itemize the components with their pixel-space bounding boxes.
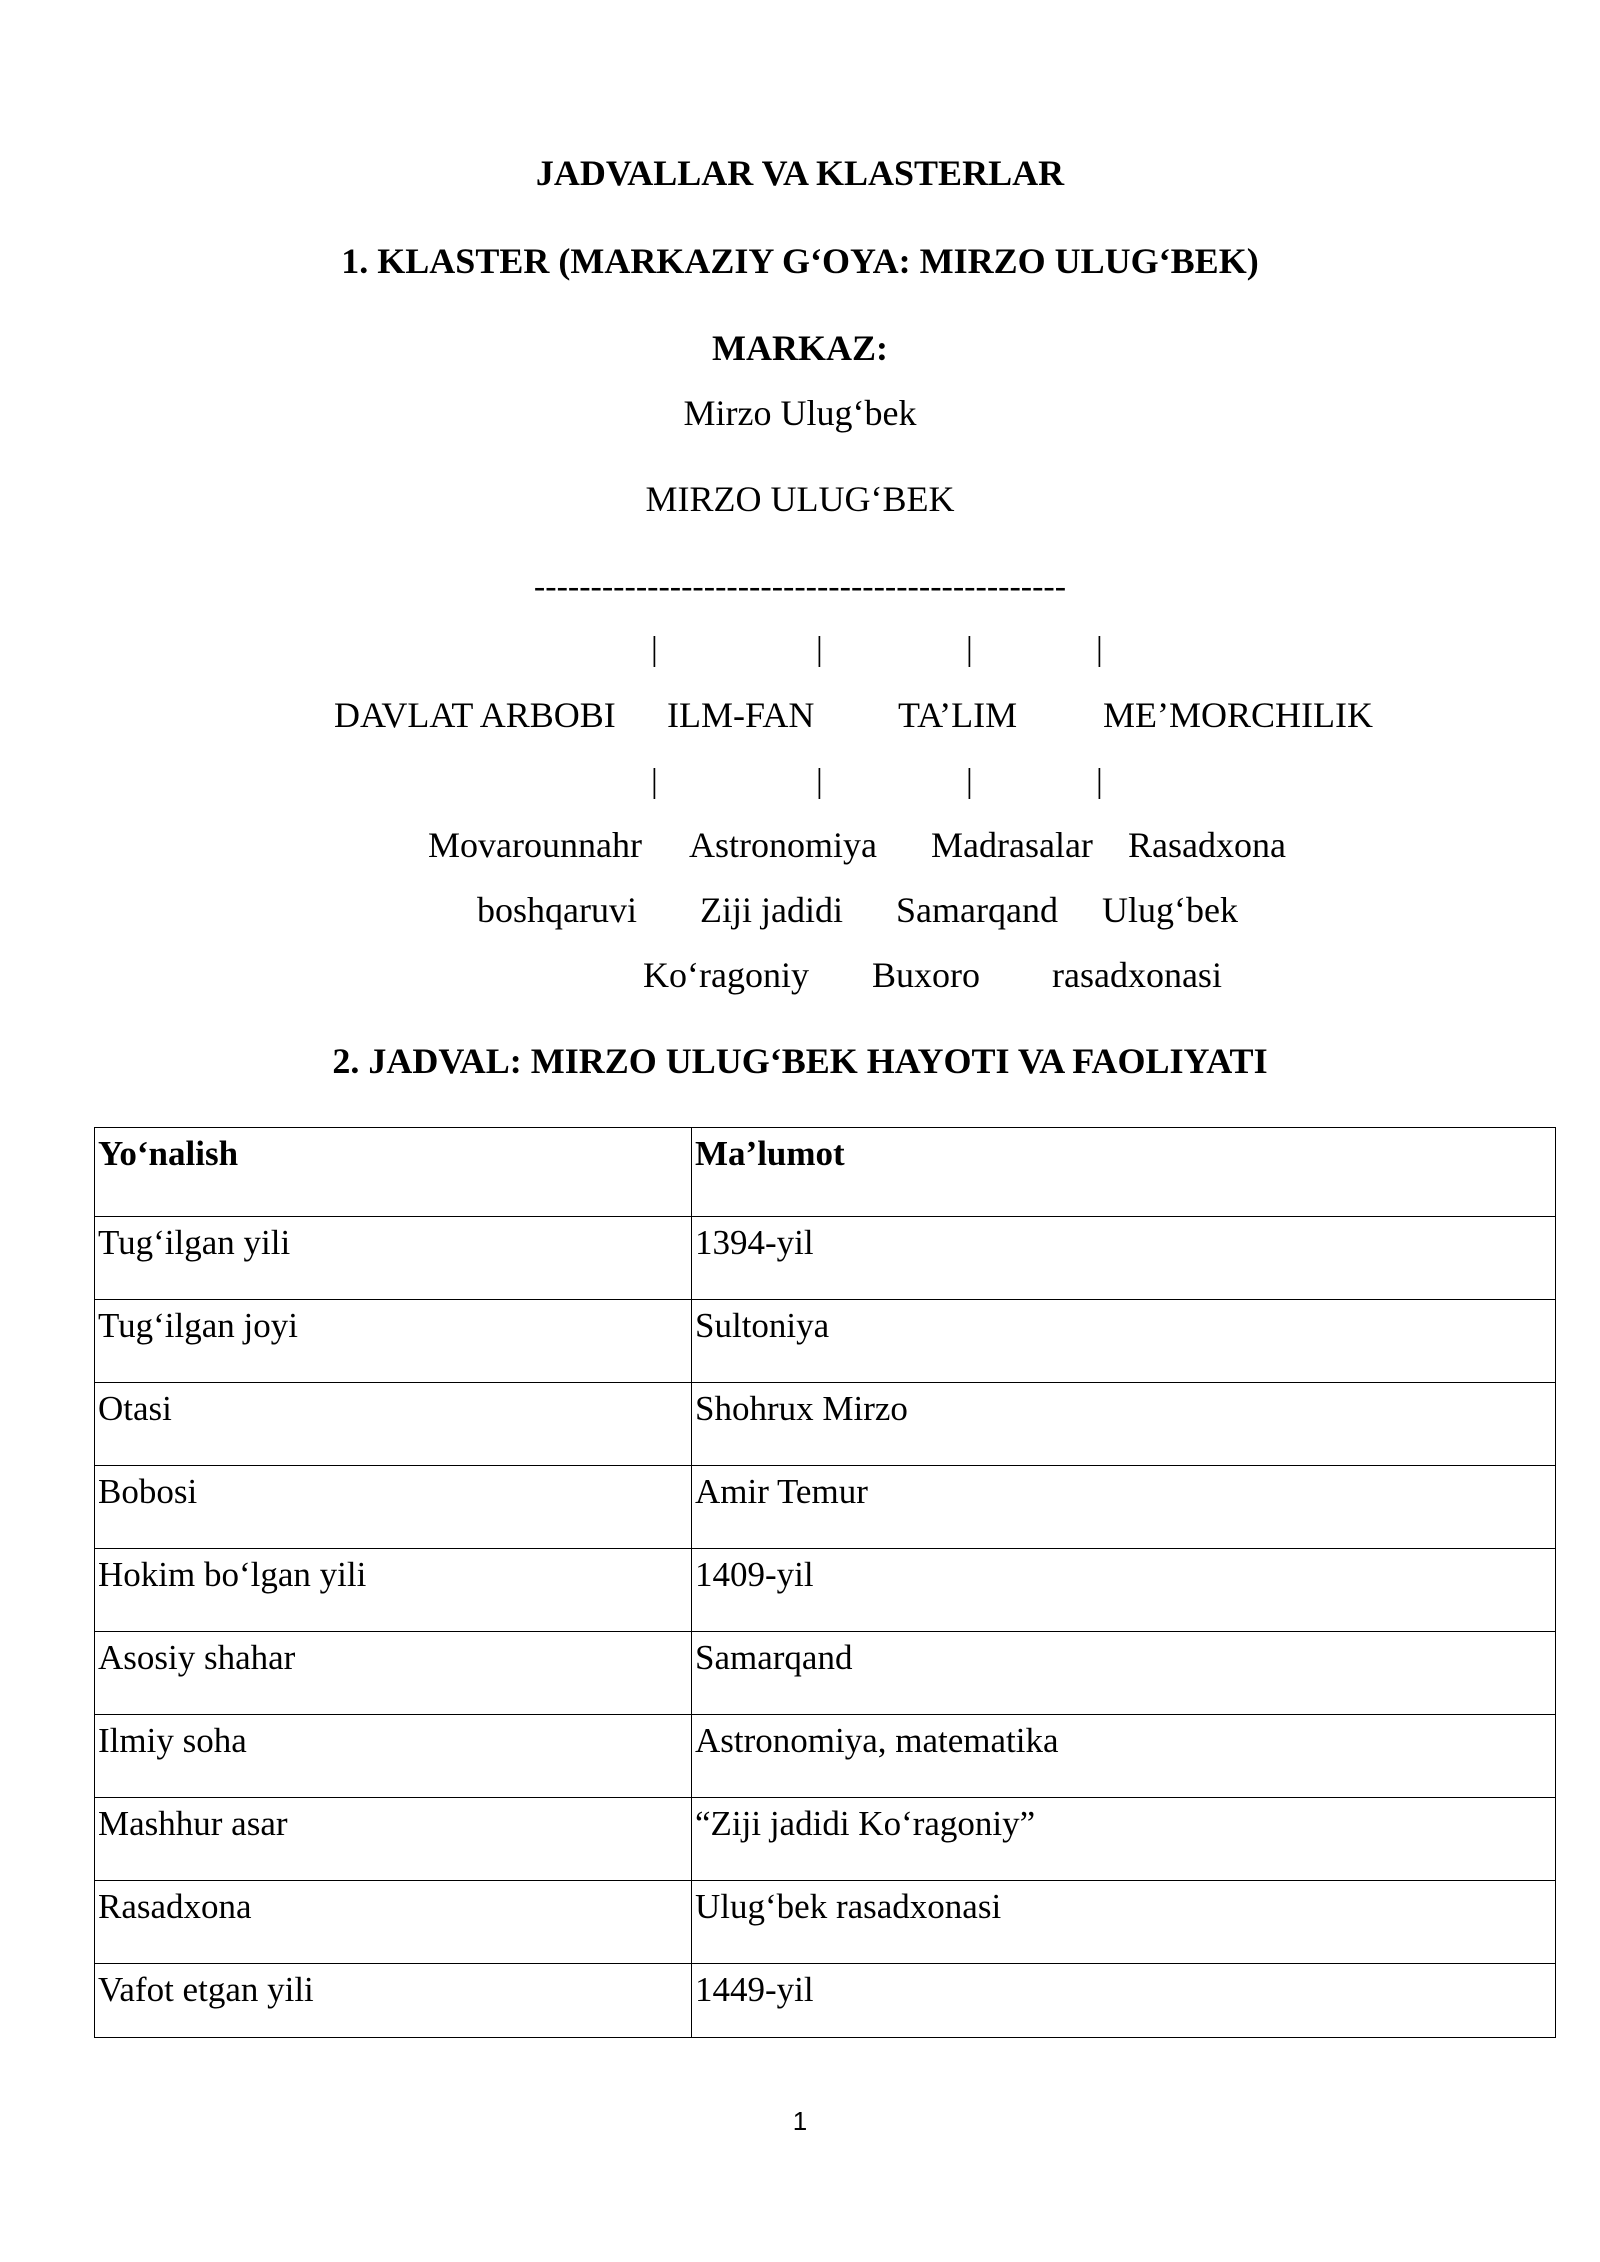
table-cell: 1409-yil [692,1549,1556,1632]
cluster-leaf: Ulug‘bek [1102,890,1238,930]
document-title: JADVALLAR VA KLASTERLAR [535,153,1065,193]
table-cell: Bobosi [95,1466,692,1549]
table-header-cell: Yo‘nalish [95,1128,692,1217]
cluster-leaf: Rasadxona [1128,825,1286,865]
cluster-center-label: MARKAZ: [712,328,888,368]
table-cell: Mashhur asar [95,1798,692,1881]
table-cell: Ulug‘bek rasadxonasi [692,1881,1556,1964]
cluster-leaf: Ko‘ragoniy [643,955,809,995]
table-cell: Shohrux Mirzo [692,1383,1556,1466]
cluster-leaf: Samarqand [896,890,1058,930]
table-cell: 1449-yil [692,1964,1556,2038]
cluster-leaf: Astronomiya [689,825,877,865]
cluster-leaf: rasadxonasi [1052,955,1222,995]
table-cell: 1394-yil [692,1217,1556,1300]
cluster-center-node: MIRZO ULUG‘BEK [645,479,955,519]
cluster-connector-bar: | [966,763,973,800]
table-row [95,1549,1556,1632]
table-row [95,1383,1556,1466]
cluster-connector-bar: | [816,631,823,668]
table-row [95,1217,1556,1300]
cluster-leaf: Madrasalar [931,825,1093,865]
table-row [95,1881,1556,1964]
table-cell: Rasadxona [95,1881,692,1964]
table-cell: Amir Temur [692,1466,1556,1549]
table-row [95,1300,1556,1383]
table-row [95,1715,1556,1798]
table-cell: Hokim bo‘lgan yili [95,1549,692,1632]
table-header-cell: Ma’lumot [692,1128,1556,1217]
table-cell: Ilmiy soha [95,1715,692,1798]
table-cell: Astronomiya, matematika [692,1715,1556,1798]
table-row [95,1632,1556,1715]
table-row [95,1466,1556,1549]
cluster-connector-bar: | [651,631,658,668]
table-cell: Tug‘ilgan yili [95,1217,692,1300]
table-cell: Vafot etgan yili [95,1964,692,2038]
cluster-heading: 1. KLASTER (MARKAZIY G‘OYA: MIRZO ULUG‘BEK) [341,241,1259,281]
table-row [95,1964,1556,2038]
cluster-connector-bar: | [966,631,973,668]
cluster-connector-bar: | [816,763,823,800]
table-cell: Otasi [95,1383,692,1466]
table-row [95,1798,1556,1881]
cluster-connector-line: ----------------------------------------------- [533,568,1067,605]
page-number: 1 [792,2106,808,2136]
cluster-connector-bar: | [1096,763,1103,800]
cluster-leaf: Buxoro [872,955,980,995]
table-cell: Samarqand [692,1632,1556,1715]
cluster-branch-davlat-arbobi: DAVLAT ARBOBI [334,695,616,735]
cluster-branch-ilm-fan: ILM-FAN [667,695,815,735]
cluster-connector-bar: | [651,763,658,800]
cluster-leaf: Movarounnahr [428,825,642,865]
cluster-center-name: Mirzo Ulug‘bek [683,393,917,433]
table-cell: Tug‘ilgan joyi [95,1300,692,1383]
table-cell: “Ziji jadidi Ko‘ragoniy” [692,1798,1556,1881]
table-header-row [95,1128,1556,1217]
table-cell: Asosiy shahar [95,1632,692,1715]
info-table [94,1127,1556,2038]
table-heading: 2. JADVAL: MIRZO ULUG‘BEK HAYOTI VA FAOLIYATI [332,1041,1268,1081]
cluster-leaf: Ziji jadidi [700,890,843,930]
cluster-connector-bar: | [1096,631,1103,668]
cluster-branch-memorchilik: ME’MORCHILIK [1103,695,1373,735]
cluster-leaf: boshqaruvi [477,890,637,930]
cluster-branch-talim: TA’LIM [898,695,1018,735]
table-cell: Sultoniya [692,1300,1556,1383]
